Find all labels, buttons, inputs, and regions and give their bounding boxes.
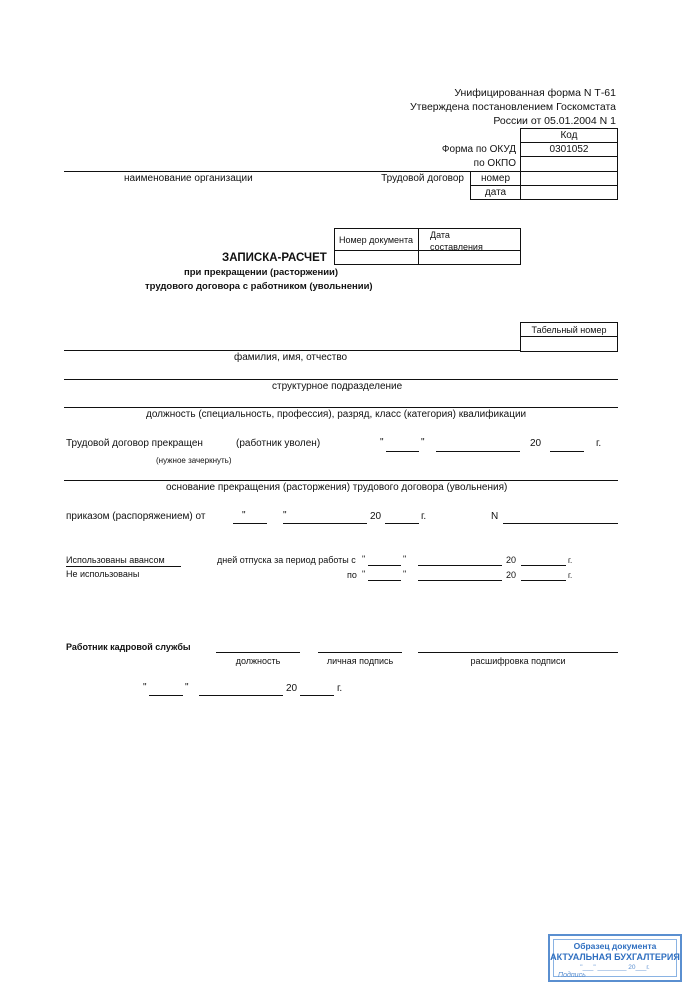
hr-signature-caption: личная подпись (326, 656, 394, 666)
doc-date-header: Дата составления (430, 230, 483, 252)
vac1-quote-open: " (362, 554, 366, 564)
day-line (386, 451, 419, 452)
vac1-month-line (418, 565, 502, 566)
kod-header: Код (560, 130, 578, 141)
okud-value: 0301052 (549, 144, 589, 155)
hr-position-line (216, 652, 300, 653)
year-line (550, 451, 584, 452)
stamp-line-4: Подпись (558, 972, 586, 979)
vacation-used-line (66, 566, 181, 567)
dept-line (64, 379, 618, 380)
vac2-year-suffix: г. (568, 571, 573, 580)
termination-label: Трудовой договор прекращен (66, 438, 203, 449)
vac1-year-prefix: 20 (506, 555, 517, 565)
vac2-month-line (418, 580, 502, 581)
vac2-quote-close: " (403, 569, 407, 579)
order-n-label: N (491, 511, 499, 522)
approved-date: России от 05.01.2004 N 1 (493, 115, 616, 127)
tab-number-header: Табельный номер (531, 325, 607, 335)
vac1-day-line (368, 565, 401, 566)
vac2-year-prefix: 20 (506, 570, 517, 580)
hr-month-line (199, 695, 283, 696)
dept-caption: структурное подразделение (272, 381, 403, 392)
position-line (64, 407, 618, 408)
year-prefix: 20 (530, 438, 542, 449)
hr-year-suffix: г. (337, 683, 343, 694)
vacation-unused: Не использованы (66, 569, 140, 579)
order-year-prefix: 20 (370, 511, 382, 522)
vacation-period-label: дней отпуска за период работы с (217, 555, 356, 565)
basis-caption: основание прекращения (расторжения) трудового договора (увольнения) (166, 482, 508, 493)
hr-signature-line (318, 652, 402, 653)
order-month-line (283, 523, 367, 524)
order-quote-open: " (242, 510, 246, 521)
vac1-quote-close: " (403, 554, 407, 564)
order-label: приказом (распоряжением) от (66, 511, 206, 522)
sample-stamp (548, 934, 682, 982)
order-number-line (503, 523, 618, 524)
basis-line (64, 480, 618, 481)
hr-position-caption: должность (235, 656, 281, 666)
vac2-day-line (368, 580, 401, 581)
okpo-label: по ОКПО (473, 158, 516, 169)
doc-title: ЗАПИСКА-РАСЧЕТ (222, 252, 327, 264)
month-line (436, 451, 520, 452)
quote-close: " (421, 437, 425, 448)
order-day-line (233, 523, 267, 524)
organization-caption: наименование организации (124, 173, 253, 184)
doc-number-header: Номер документа (338, 235, 414, 245)
hr-quote-close: " (185, 682, 189, 693)
vac2-quote-open: " (362, 569, 366, 579)
fio-line (64, 350, 520, 351)
fio-caption: фамилия, имя, отчество (234, 352, 348, 363)
order-year-line (385, 523, 419, 524)
hr-year-line (300, 695, 334, 696)
strike-note: (нужное зачеркнуть) (156, 456, 232, 465)
hr-day-line (149, 695, 183, 696)
organization-line (64, 171, 470, 172)
contract-date-label: дата (484, 187, 507, 198)
hr-label: Работник кадровой службы (66, 642, 191, 652)
order-year-suffix: г. (421, 511, 427, 522)
order-quote-close: " (283, 510, 287, 521)
stamp-line-3: "___" ________ 20___г. (580, 964, 650, 971)
year-suffix: г. (596, 438, 602, 449)
hr-year-prefix: 20 (286, 683, 298, 694)
vacation-po-label: по (347, 570, 357, 580)
hr-quote-open: " (143, 682, 147, 693)
doc-subtitle-1: при прекращении (расторжении) (184, 267, 339, 278)
doc-subtitle-2: трудового договора с работником (увольнении) (145, 281, 373, 292)
hr-decode-line (418, 652, 618, 653)
dismissed-label: (работник уволен) (236, 438, 321, 449)
vac1-year-suffix: г. (568, 556, 573, 565)
approved-text: Утверждена постановлением Госкомстата (410, 101, 616, 113)
quote-open: " (380, 437, 384, 448)
form-name: Унифицированная форма N Т-61 (454, 87, 616, 99)
stamp-line-1: Образец документа (573, 941, 657, 951)
vacation-used: Использованы авансом (66, 555, 165, 565)
vac2-year-line (521, 580, 566, 581)
contract-label: Трудовой договор (381, 173, 464, 184)
hr-decode-caption: расшифровка подписи (470, 656, 566, 666)
vac1-year-line (521, 565, 566, 566)
position-caption: должность (специальность, профессия), разряд, класс (категория) квалификации (146, 409, 527, 420)
contract-number-label: номер (480, 173, 511, 184)
stamp-line-2: АКТУАЛЬНАЯ БУХГАЛТЕРИЯ (550, 952, 680, 962)
okud-label: Форма по ОКУД (441, 144, 516, 155)
